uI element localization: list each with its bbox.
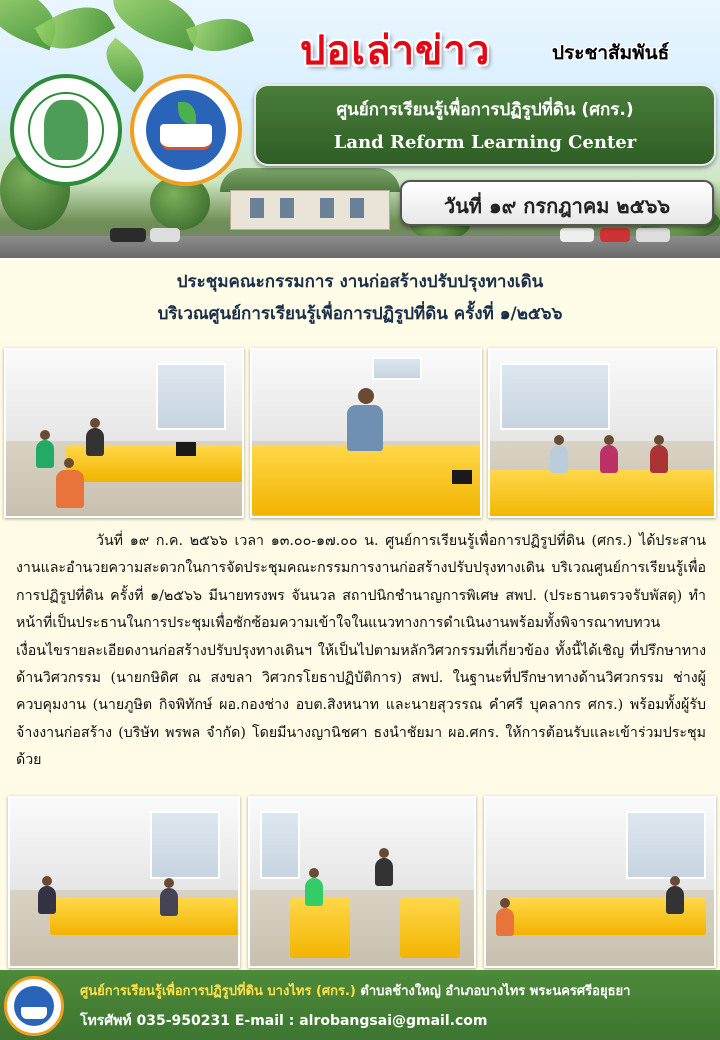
car	[110, 228, 146, 242]
photo-row-bottom	[0, 792, 720, 970]
footer-org-name: ศูนย์การเรียนรู้เพื่อการปฏิรูปที่ดิน บางไทร (ศกร.)	[80, 984, 356, 999]
footer-location: ตำบลช้างใหญ่ อำเภอบางไทร พระนครศรีอยุธยา	[355, 984, 631, 999]
footer-contact: โทรศัพท์ 035-950231 E-mail : alrobangsai@gmail.com	[80, 1013, 488, 1029]
car	[150, 228, 180, 242]
newsletter-title: ปอเล่าข่าว	[300, 28, 491, 74]
leaf-decoration	[96, 37, 154, 92]
meeting-photo	[248, 796, 476, 968]
issue-date: วันที่ ๑๙ กรกฎาคม ๒๕๖๖	[443, 194, 671, 218]
news-body	[8, 518, 714, 788]
meeting-photo	[484, 796, 716, 968]
meeting-photo	[4, 348, 244, 518]
news-paragraph: วันที่ ๑๙ ก.ค. ๒๕๖๖ เวลา ๑๓.๐๐-๑๗.๐๐ น. ศูนย์การเรียนรู้เพื่อการปฏิรูปที่ดิน (ศกร.) ได้ประสานงานและอำนวยความสะดวกในการจัดประชุมคณะกรรมการงานก่อสร้างปรับปรุงทางเดิน บริเวณศูนย์การเรียนรู้เพื่อการปฏิรูปที่ดิน ครั้งที่ ๑/๒๕๖๖ มีนายทรงพร จันนวล สถาปนิกชำนาญการพิเศษ สพป. (ประธานตรวจรับพัสดุ) ทำหน้าที่เป็นประธานในการประชุมเพื่อซักซ้อมความเข้าใจในแนวทางการดำเนินงานพร้อมทั้งพิจารณาทบทวนเงื่อนไขรายละเอียดงานก่อสร้างปรับปรุงทางเดินฯ ให้เป็นไปตามหลักวิศวกรรมที่เกี่ยวข้อง ทั้งนี้ได้เชิญ ที่ปรึกษาทางด้านวิศวกรรม (นายกษิดิศ ณ สงขลา วิศวกรโยธาปฏิบัติการ) สพป. ในฐานะที่ปรึกษาทางด้านวิศวกรรม ช่างผู้ควบคุมงาน (นายภูษิต กิจพิทักษ์ ผอ.กองช่าง อบต.สิงหนาท และนายสุวรรณ คำศรี บุคลากร ศกร.) พร้อมทั้งผู้รับจ้างงานก่อสร้าง (บริษัท พรพล จำกัด) โดยมีนางญานิชศา ธงนำชัยมา ผอ.ศกร. ให้การต้อนรับและเข้าร่วมประชุมด้วย	[16, 533, 706, 769]
meeting-photo	[488, 348, 716, 518]
center-name-english: Land Reform Learning Center	[333, 132, 637, 153]
alro-seal-icon	[10, 74, 122, 186]
building-photo	[220, 168, 400, 230]
center-name-box	[254, 84, 716, 166]
meeting-title-line1: ประชุมคณะกรรมการ งานก่อสร้างปรับปรุงทางเดิน	[176, 272, 544, 292]
meeting-title-line2: บริเวณศูนย์การเรียนรู้เพื่อการปฏิรูปที่ดิน ครั้งที่ ๑/๒๕๖๖	[157, 304, 563, 324]
photo-row-top	[0, 338, 720, 518]
leaf-decoration	[186, 9, 254, 61]
newsletter-subtitle: ประชาสัมพันธ์	[552, 42, 670, 64]
date-box	[400, 180, 714, 226]
footer-address	[80, 980, 630, 1001]
car	[560, 228, 594, 242]
learning-center-seal-icon	[4, 976, 64, 1036]
car	[636, 228, 670, 242]
car	[600, 228, 630, 242]
header-banner	[0, 0, 720, 258]
footer	[0, 970, 720, 1040]
meeting-title	[0, 258, 720, 338]
center-name-thai: ศูนย์การเรียนรู้เพื่อการปฏิรูปที่ดิน (ศกร.)	[336, 100, 634, 120]
meeting-photo	[8, 796, 240, 968]
learning-center-seal-icon	[130, 74, 242, 186]
meeting-photo	[250, 348, 482, 518]
